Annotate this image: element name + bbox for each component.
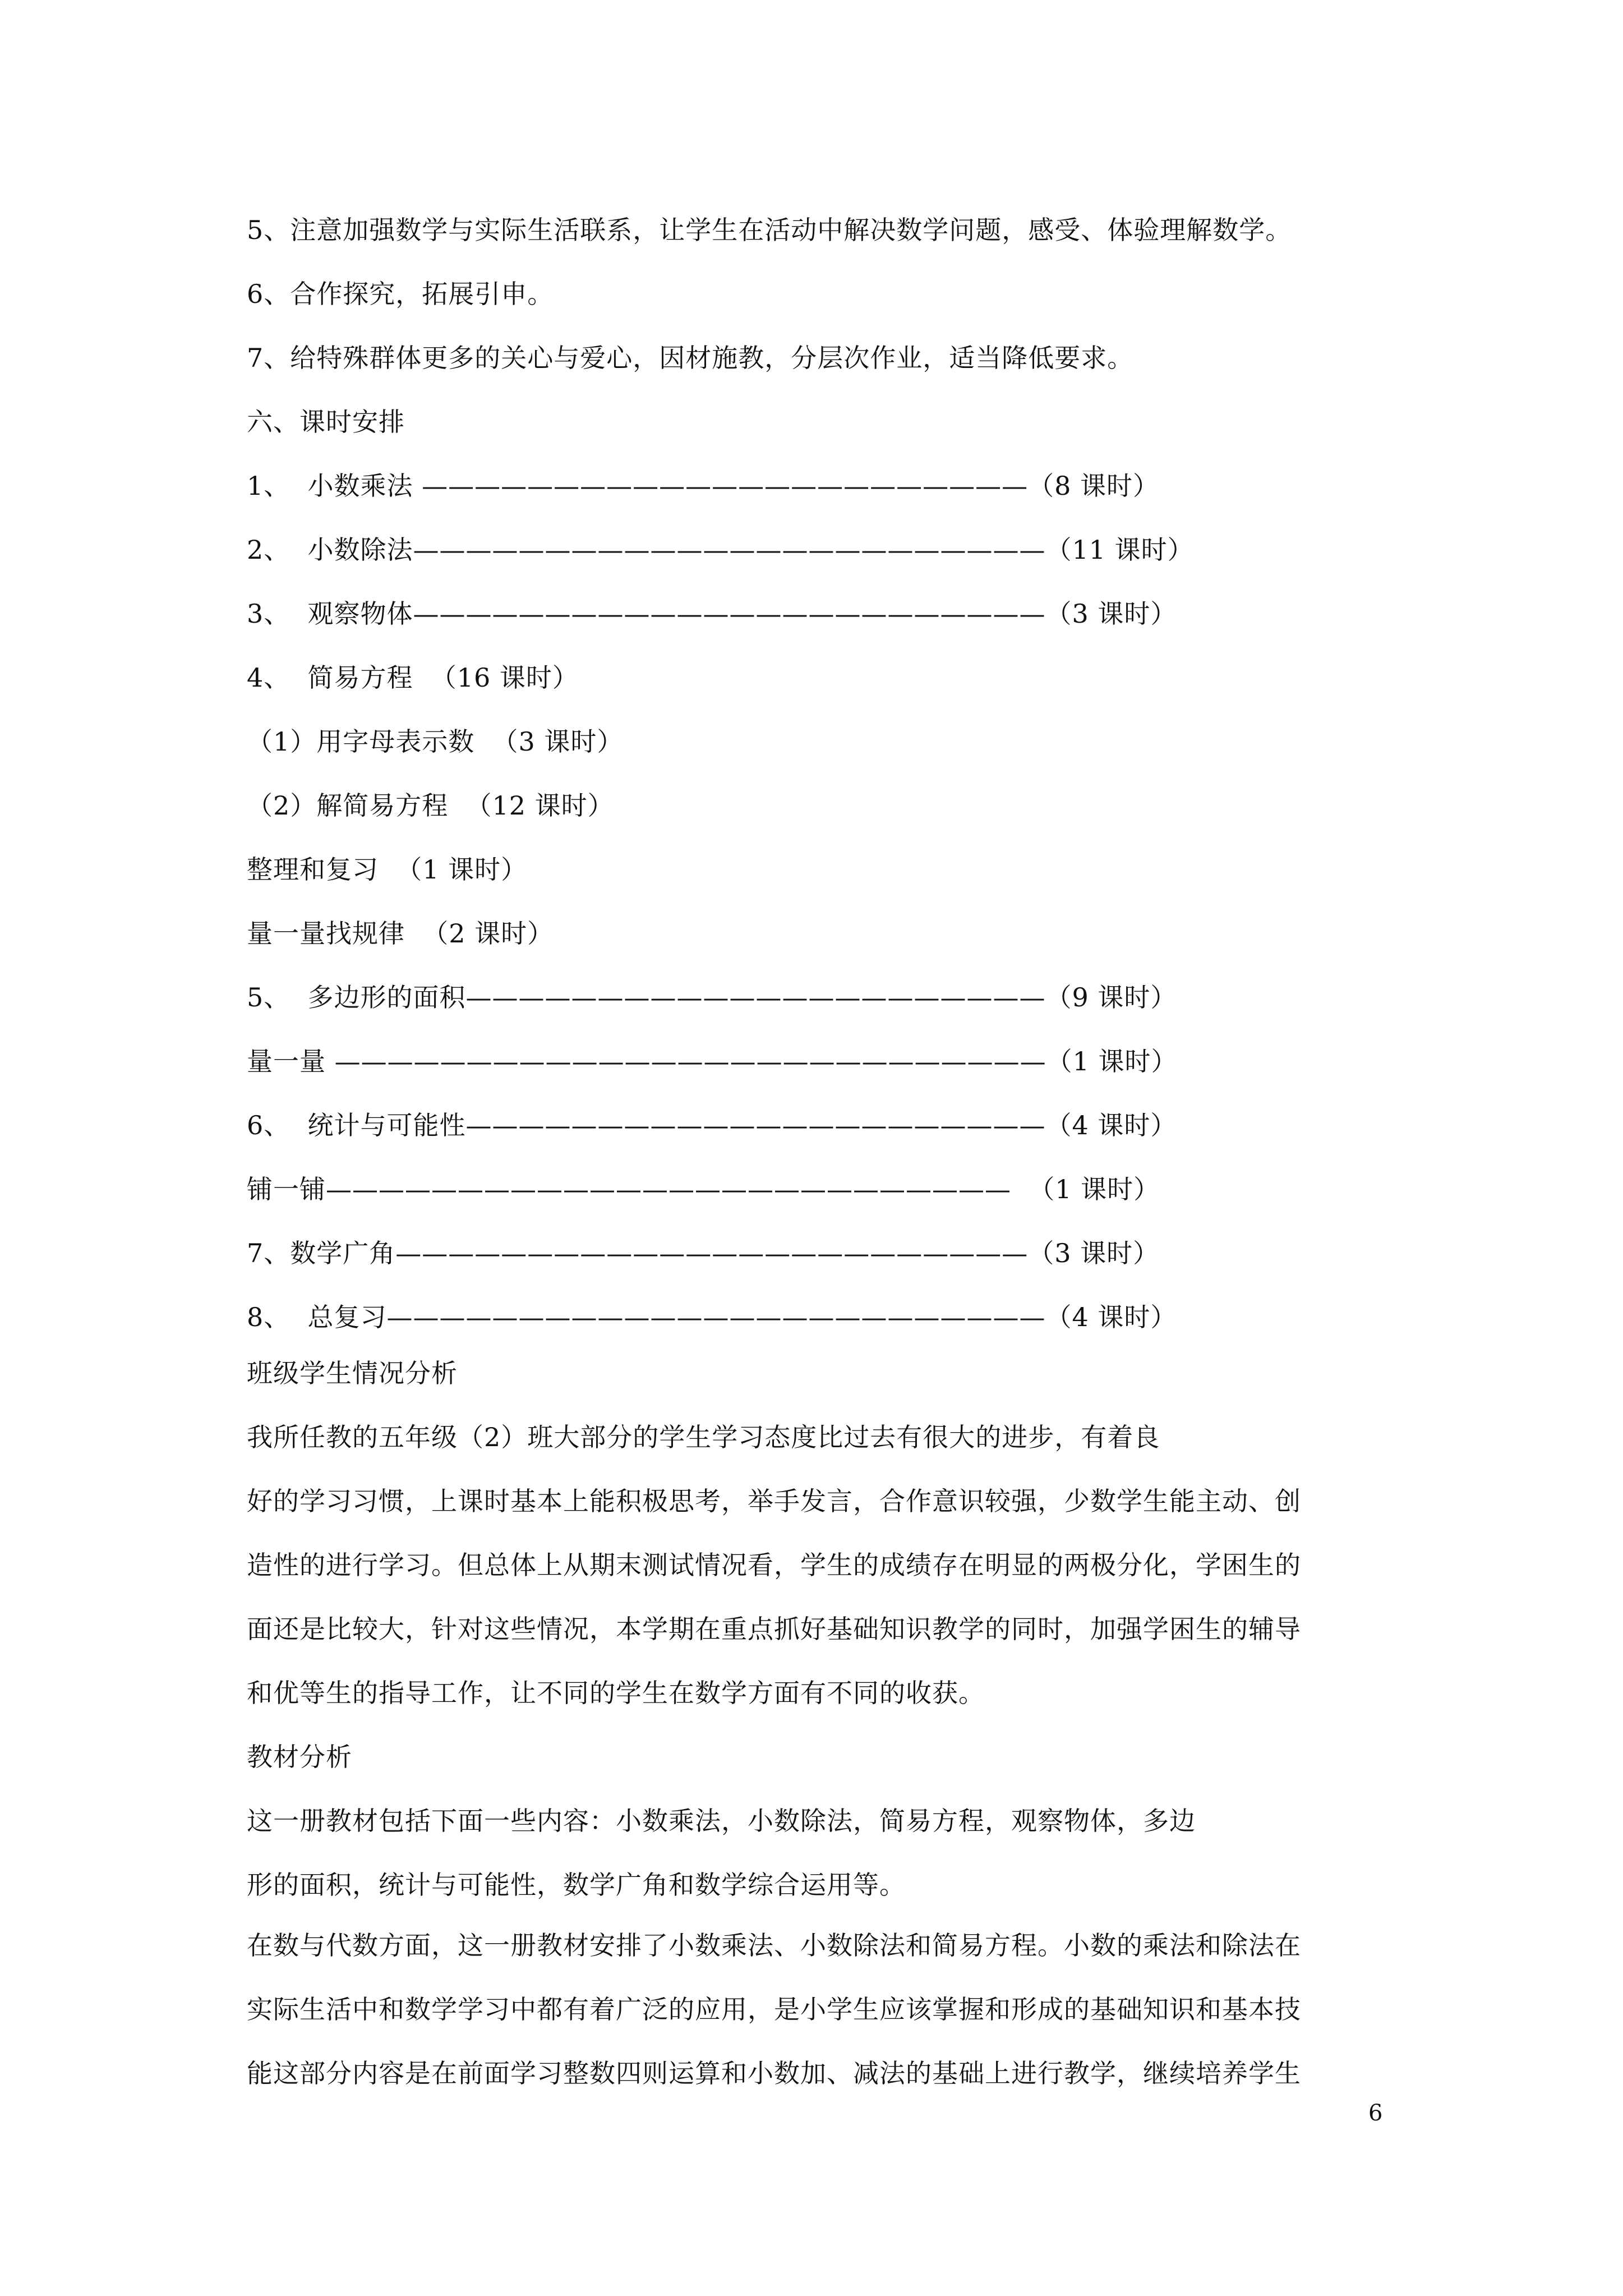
schedule-item: 铺一铺—————————————————————————— （1 课时）: [247, 1174, 1160, 1204]
schedule-subitem: （2）解简易方程 （12 课时）: [247, 790, 614, 821]
page-number: 6: [1368, 2100, 1383, 2126]
section-heading: 教材分析: [247, 1742, 352, 1772]
paragraph-line: 能这部分内容是在前面学习整数四则运算和小数加、减法的基础上进行教学，继续培养学生: [247, 2058, 1301, 2088]
text-line: 6、合作探究，拓展引申。: [247, 279, 554, 309]
paragraph-line: 这一册教材包括下面一些内容：小数乘法，小数除法，简易方程，观察物体，多边: [247, 1806, 1196, 1836]
section-heading: 班级学生情况分析: [247, 1358, 458, 1388]
paragraph-line: 形的面积，统计与可能性，数学广角和数学综合运用等。: [247, 1870, 906, 1900]
schedule-item: 5、 多边形的面积——————————————————————（9 课时）: [247, 982, 1177, 1013]
schedule-item: 整理和复习 （1 课时）: [247, 854, 528, 885]
schedule-item: 7、数学广角————————————————————————（3 课时）: [247, 1238, 1160, 1268]
schedule-item: 3、 观察物体————————————————————————（3 课时）: [247, 599, 1177, 629]
schedule-item: 量一量找规律 （2 课时）: [247, 918, 554, 949]
schedule-item: 2、 小数除法————————————————————————（11 课时）: [247, 535, 1194, 565]
schedule-item: 4、 简易方程 （16 课时）: [247, 662, 579, 693]
schedule-item: 8、 总复习—————————————————————————（4 课时）: [247, 1302, 1177, 1332]
paragraph-line: 和优等生的指导工作，让不同的学生在数学方面有不同的收获。: [247, 1678, 985, 1708]
paragraph-line: 造性的进行学习。但总体上从期末测试情况看，学生的成绩存在明显的两极分化，学困生的: [247, 1550, 1301, 1580]
schedule-item: 量一量 ———————————————————————————（1 课时）: [247, 1046, 1178, 1076]
paragraph-line: 在数与代数方面，这一册教材安排了小数乘法、小数除法和简易方程。小数的乘法和除法在: [247, 1930, 1301, 1961]
schedule-item: 1、 小数乘法 ———————————————————————（8 课时）: [247, 471, 1160, 501]
section-heading: 六、课时安排: [247, 407, 405, 437]
text-line: 7、给特殊群体更多的关心与爱心，因材施教，分层次作业，适当降低要求。: [247, 343, 1134, 373]
paragraph-line: 面还是比较大，针对这些情况，本学期在重点抓好基础知识教学的同时，加强学困生的辅导: [247, 1614, 1301, 1644]
schedule-subitem: （1）用字母表示数 （3 课时）: [247, 726, 624, 757]
paragraph-line: 实际生活中和数学学习中都有着广泛的应用，是小学生应该掌握和形成的基础知识和基本技: [247, 1994, 1301, 2024]
paragraph-line: 我所任教的五年级（2）班大部分的学生学习态度比过去有很大的进步，有着良: [247, 1422, 1160, 1452]
paragraph-line: 好的学习习惯，上课时基本上能积极思考，举手发言，合作意识较强，少数学生能主动、创: [247, 1486, 1301, 1516]
schedule-item: 6、 统计与可能性——————————————————————（4 课时）: [247, 1110, 1177, 1140]
text-line: 5、注意加强数学与实际生活联系，让学生在活动中解决数学问题，感受、体验理解数学。: [247, 215, 1292, 245]
